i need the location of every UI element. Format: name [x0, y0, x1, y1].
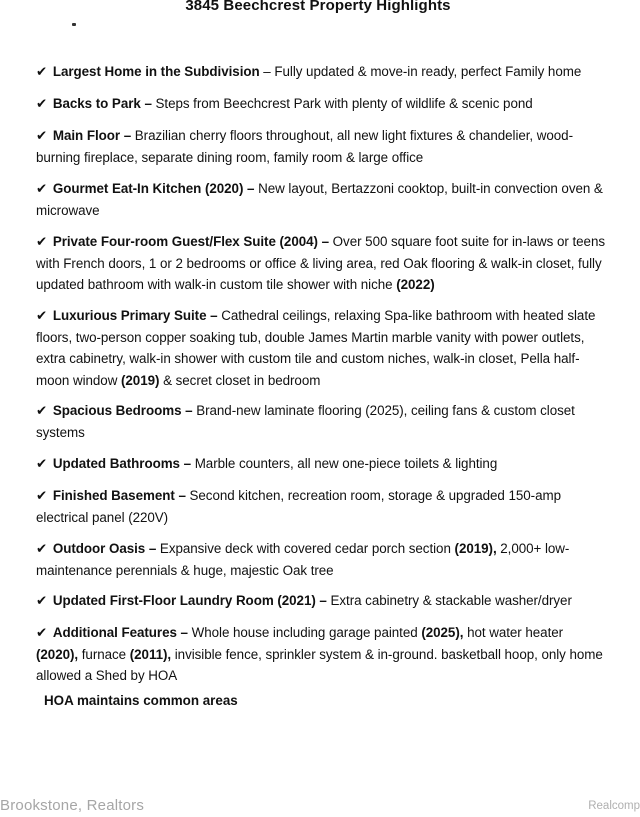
item-year: (2019), — [454, 541, 497, 556]
check-icon: ✔ — [36, 456, 48, 471]
item-text: Steps from Beechcrest Park with plenty of wildlife & scenic pond — [151, 96, 533, 111]
item-text: New layout, Bertazzoni cooktop, built-in convection oven & microwave — [36, 181, 603, 218]
highlight-item-guest-suite — [36, 231, 608, 296]
highlight-item-additional — [36, 622, 608, 687]
item-text: Marble counters, all new one-piece toilets & lighting — [191, 456, 498, 471]
item-text: – Fully updated & move-in ready, perfect Family home — [259, 64, 582, 79]
item-year: (2011), — [129, 646, 172, 662]
highlight-item-kitchen — [36, 178, 608, 221]
check-icon: ✔ — [36, 308, 48, 323]
highlight-item-main-floor — [36, 125, 608, 168]
check-icon: ✔ — [36, 403, 48, 418]
highlight-item-laundry — [36, 590, 608, 612]
item-heading: Backs to Park – — [52, 96, 152, 111]
watermark-brokerage: Brookstone, Realtors — [0, 797, 145, 814]
item-heading: Luxurious Primary Suite – — [52, 308, 218, 323]
check-icon: ✔ — [36, 64, 48, 79]
item-text: Brand-new laminate flooring (2025), ceiling fans & custom closet systems — [36, 403, 575, 440]
item-text-2: 2,000+ low-maintenance perennials & huge, majestic Oak tree — [36, 541, 570, 578]
check-icon: ✔ — [36, 96, 48, 111]
item-text-2: & secret closet in bedroom — [159, 372, 321, 388]
item-text: Cathedral ceilings, relaxing Spa-like bathroom with heated slate floors, two-person copper soaking tub, double James Martin marble vanity with power outlets, extra cabinetry, walk-in shower with custom tile and custom niches, walk-in closet, Pella half-moon window — [36, 308, 596, 388]
check-icon: ✔ — [36, 625, 48, 640]
item-text-4: invisible fence, sprinkler system & in-ground. basketball hoop, only home allowed a Shed by HOA — [36, 646, 603, 683]
item-year: (2020), — [36, 646, 79, 662]
item-heading: Gourmet Eat-In Kitchen (2020) – — [52, 181, 255, 196]
check-icon: ✔ — [36, 593, 48, 608]
item-heading: Outdoor Oasis – — [52, 541, 157, 556]
item-heading: Spacious Bedrooms – — [52, 403, 193, 418]
scan-speck — [72, 23, 76, 26]
item-text: Second kitchen, recreation room, storage & upgraded 150-amp electrical panel (220V) — [36, 488, 561, 525]
item-text: Brazilian cherry floors throughout, all new light fixtures & chandelier, wood-burning fireplace, separate dining room, family room & large office — [36, 128, 573, 165]
item-text-2: hot water heater — [463, 625, 564, 640]
highlight-item-bathrooms — [36, 453, 608, 475]
watermark-mls: Realcomp — [588, 800, 640, 812]
item-text: Expansive deck with covered cedar porch section — [156, 541, 455, 556]
check-icon: ✔ — [36, 541, 48, 556]
highlight-item-bedrooms — [36, 400, 608, 443]
hoa-note: HOA maintains common areas — [44, 693, 238, 708]
item-year: (2022) — [396, 277, 435, 292]
highlight-item-outdoor — [36, 538, 608, 581]
item-heading: Largest Home in the Subdivision — [52, 64, 260, 79]
item-year: (2025), — [421, 625, 464, 640]
page-title: 3845 Beechcrest Property Highlights — [185, 0, 451, 14]
item-heading: Additional Features – — [52, 625, 188, 640]
check-icon: ✔ — [36, 128, 48, 143]
item-heading: Finished Basement – — [52, 488, 186, 503]
item-heading: Updated Bathrooms – — [52, 456, 192, 471]
item-text: Extra cabinetry & stackable washer/dryer — [326, 593, 572, 608]
item-heading: Private Four-room Guest/Flex Suite (2004) – — [52, 234, 330, 249]
highlight-item-backs-to-park — [36, 93, 608, 115]
check-icon: ✔ — [36, 488, 48, 503]
item-text-3: furnace — [78, 646, 130, 662]
item-text: Whole house including garage painted — [187, 625, 422, 640]
highlight-item-basement — [36, 485, 608, 528]
highlight-item-primary-suite — [36, 305, 608, 391]
item-text: Over 500 square foot suite for in-laws or teens with French doors, 1 or 2 bedrooms or office & living area, red Oak flooring & walk-in closet, fully updated bathroom with walk-in custom tile shower with niche — [36, 234, 605, 292]
highlight-item-largest-home — [36, 61, 608, 83]
item-year: (2019) — [121, 372, 160, 388]
item-heading: Main Floor – — [52, 128, 132, 143]
check-icon: ✔ — [36, 234, 48, 249]
item-heading: Updated First-Floor Laundry Room (2021) – — [52, 593, 327, 608]
check-icon: ✔ — [36, 181, 48, 196]
